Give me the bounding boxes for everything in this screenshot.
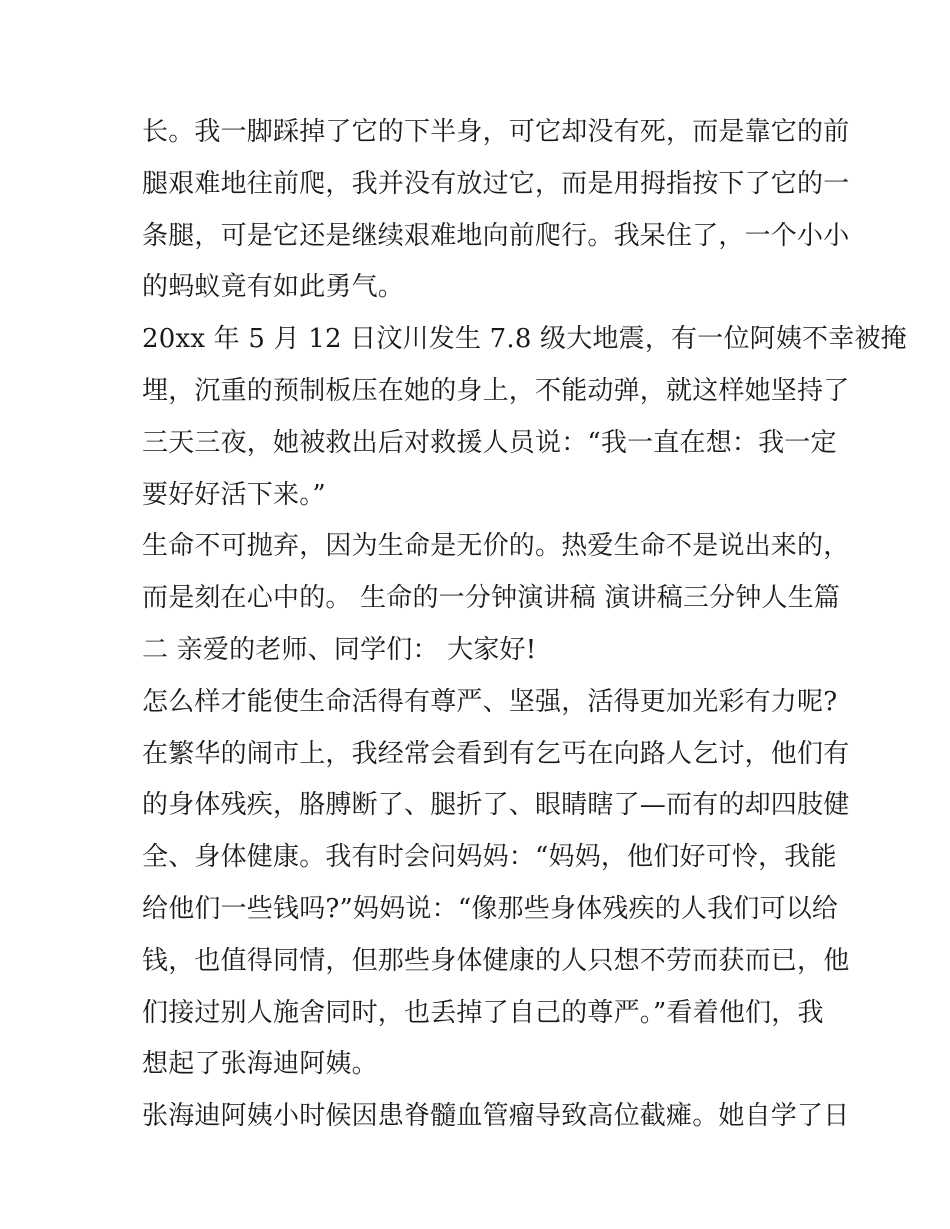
text-line: 钱，也值得同情，但那些身体健康的人只想不劳而获而已，他 [142, 945, 850, 976]
text-line: 生命不可抛弃，因为生命是无价的。热爱生命不是说出来的， [142, 531, 850, 562]
text-line: 三天三夜，她被救出后对救援人员说：“我一直在想：我一定 [142, 427, 837, 458]
body-text [142, 107, 907, 1143]
text-line: 条腿，可是它还是继续艰难地向前爬行。我呆住了，一个小小 [142, 220, 850, 251]
text-line: 给他们一些钱吗?”妈妈说：“像那些身体残疾的人我们可以给 [142, 893, 839, 924]
text-line: 20xx 年 5 月 12 日汶川发生 7.8 级大地震，有一位阿姨不幸被掩 [142, 324, 907, 355]
text-line: 全、身体健康。我有时会问妈妈：“妈妈，他们好可怜，我能 [142, 842, 837, 873]
text-line: 张海迪阿姨小时候因患脊髓血管瘤导致高位截瘫。她自学了日 [142, 1101, 850, 1132]
text-line: 的身体残疾，胳膊断了、腿折了、眼睛瞎了—而有的却四肢健 [142, 790, 850, 821]
text-line: 而是刻在心中的。 生命的一分钟演讲稿 演讲稿三分钟人生篇 [142, 583, 841, 614]
text-line: 怎么样才能使生命活得有尊严、坚强，活得更加光彩有力呢? [142, 686, 838, 717]
text-line: 二 亲爱的老师、同学们： 大家好! [142, 634, 537, 665]
text-line: 腿艰难地往前爬，我并没有放过它，而是用拇指按下了它的一 [142, 168, 850, 199]
text-line: 在繁华的闹市上，我经常会看到有乞丐在向路人乞讨，他们有 [142, 738, 850, 769]
text-line: 长。我一脚踩掉了它的下半身，可它却没有死，而是靠它的前 [142, 117, 850, 147]
text-line: 的蚂蚁竟有如此勇气。 [142, 272, 405, 303]
text-line: 要好好活下来。” [142, 479, 326, 510]
text-line: 想起了张海迪阿姨。 [142, 1049, 378, 1080]
text-line: 埋，沉重的预制板压在她的身上，不能动弹，就这样她坚持了 [142, 375, 850, 406]
text-line: 们接过别人施舍同时，也丢掉了自己的尊严。”看着他们，我 [142, 997, 824, 1028]
